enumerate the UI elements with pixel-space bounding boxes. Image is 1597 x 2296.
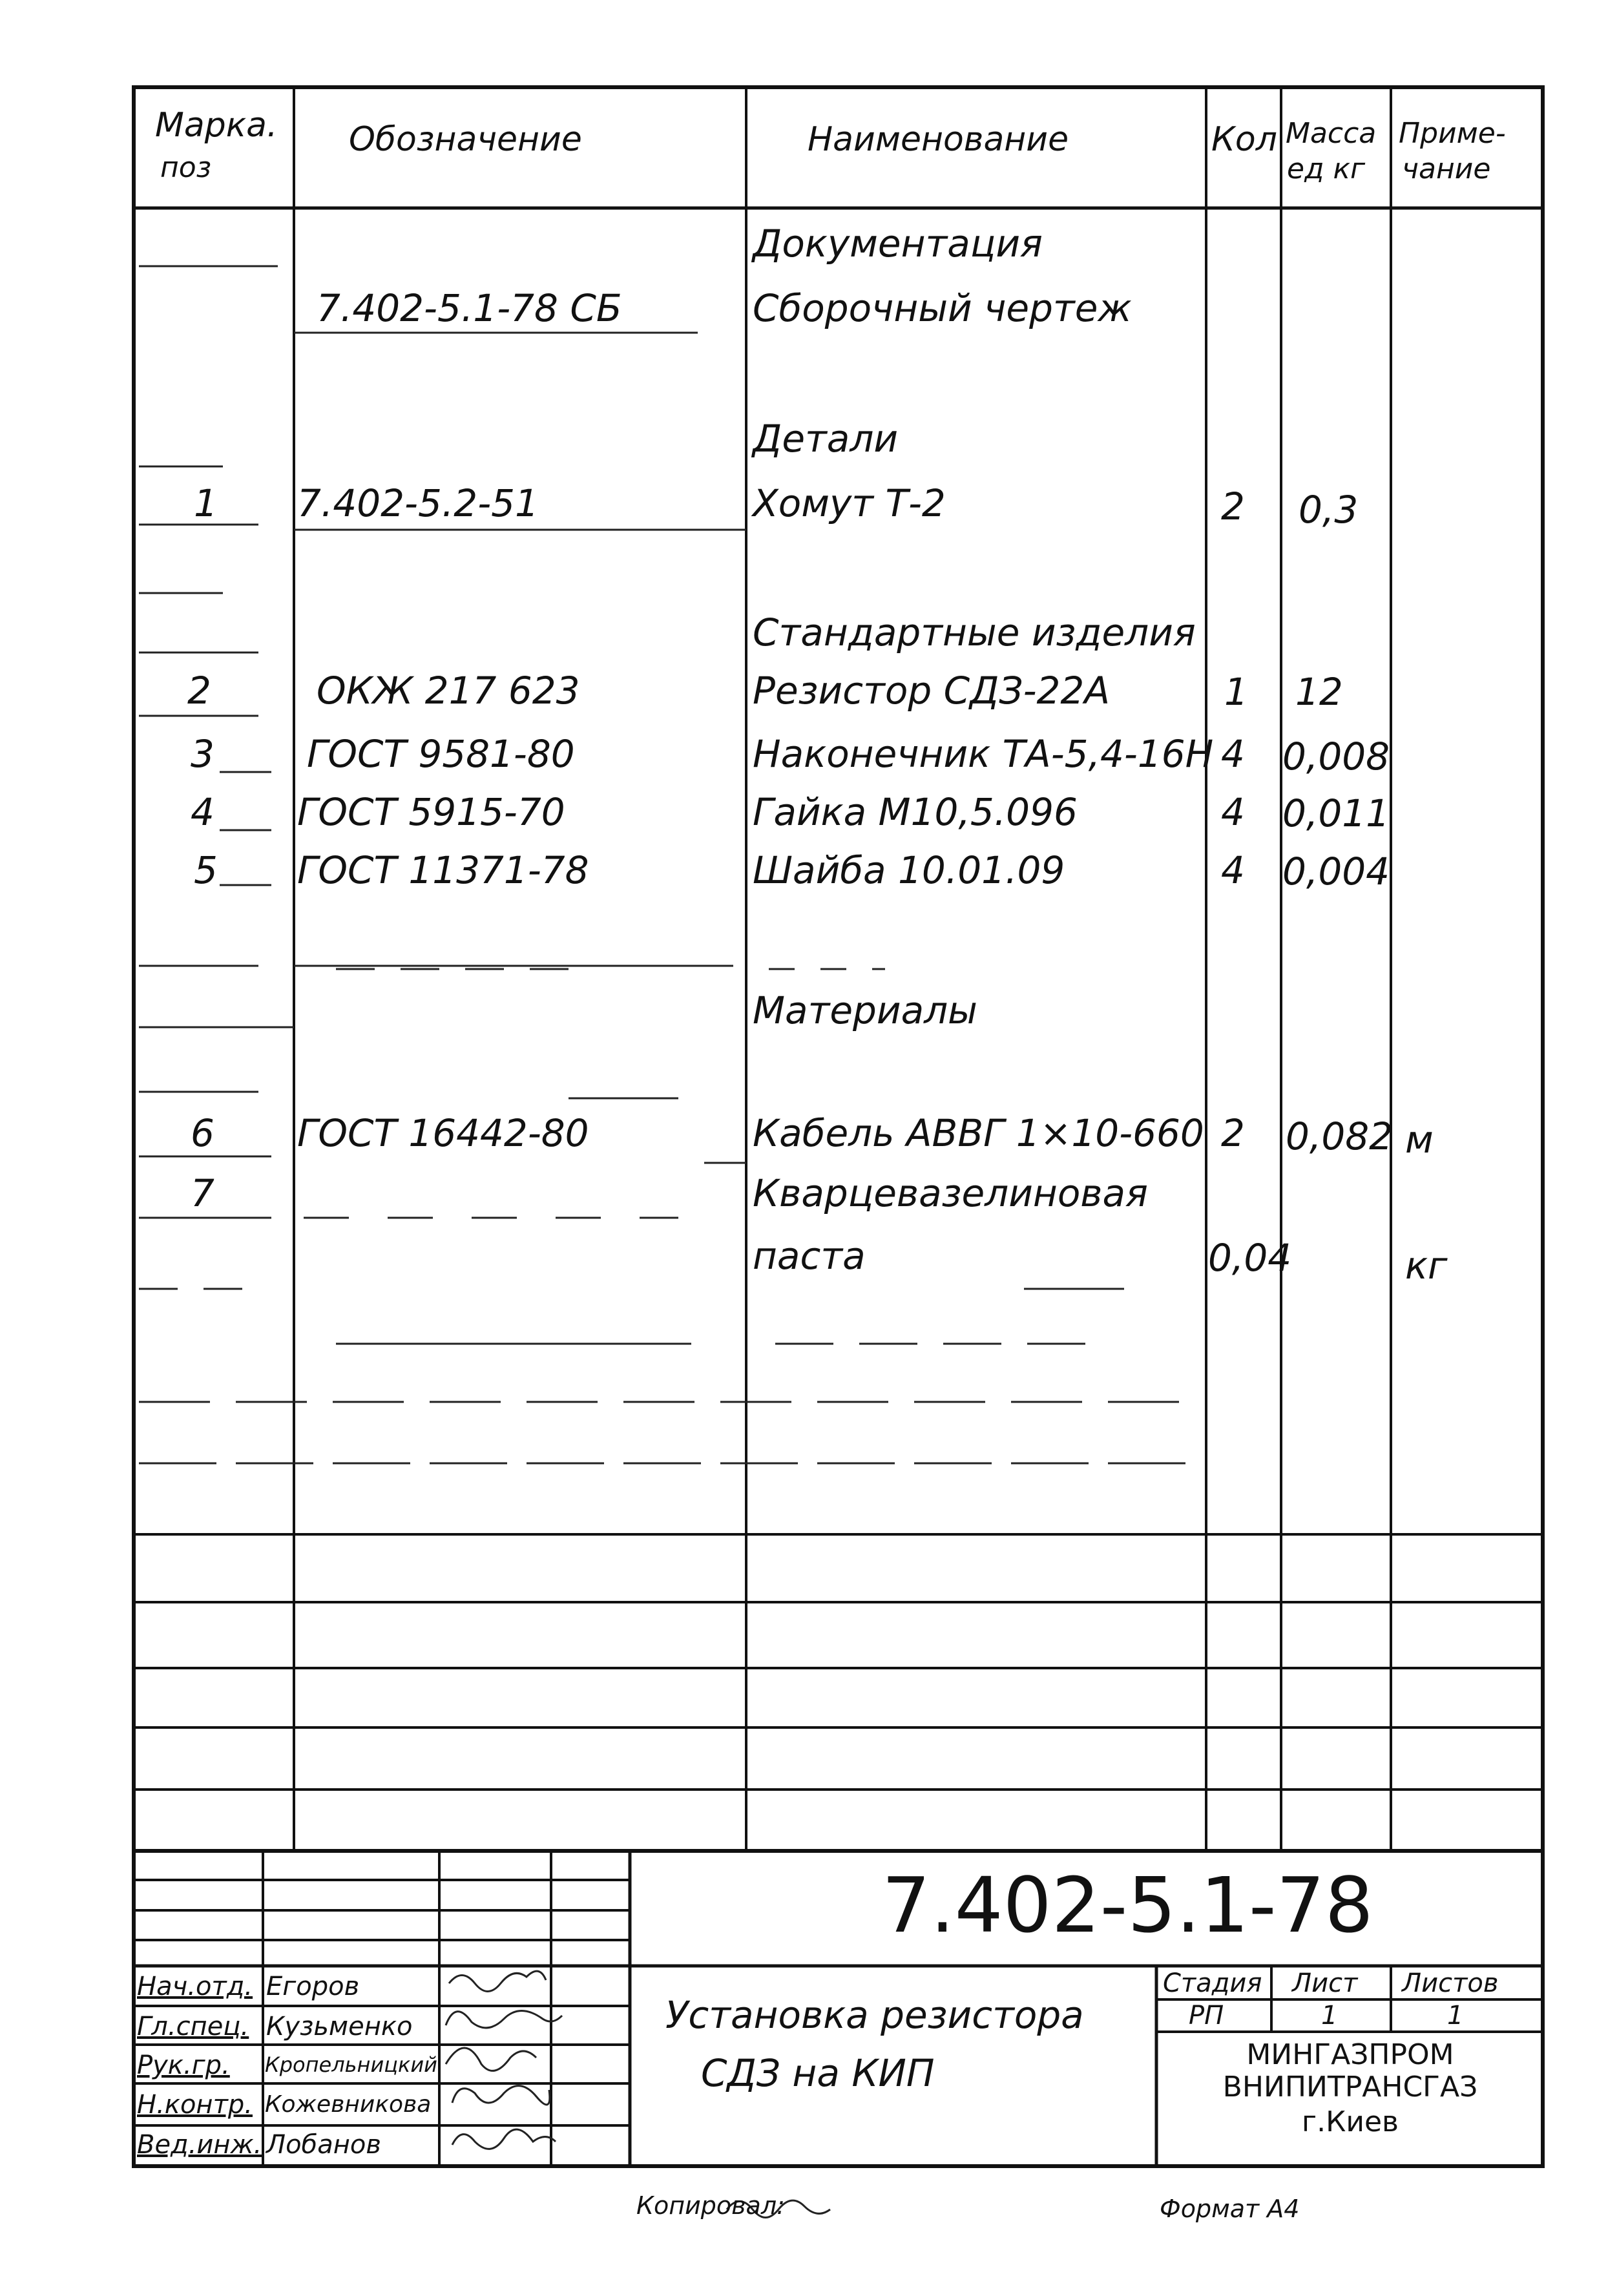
row-qty: 2 [1221,1111,1245,1155]
signatory-role: Гл.спец. [137,2012,249,2041]
row-pos: 1 [194,481,218,525]
header-note-2: чание [1402,152,1491,185]
row-name: Документация [753,222,1043,266]
signatory-role: Вед.инж. [137,2130,262,2160]
header-designation: Обозначение [349,120,582,159]
stage-value: РП [1189,2001,1224,2030]
row-name: Наконечник ТА-5,4-16Н [753,732,1214,776]
signature-kozhevnikova [452,2086,550,2105]
signatory-role: Рук.гр. [137,2051,230,2080]
copied-by-label: Копировал: [636,2191,785,2220]
row-name: Шайба 10.01.09 [753,848,1065,892]
org-institute: ВНИПИТРАНСГАЗ [1222,2071,1478,2103]
row-mass: 0,082 [1286,1114,1393,1158]
row-qty: 4 [1221,790,1245,834]
row-note: кг [1405,1244,1448,1288]
row-name: Кварцевазелиновая [753,1171,1148,1215]
signatory-name: Егоров [266,1972,360,2001]
row-qty: 0,04 [1208,1236,1292,1280]
row-mass: 12 [1295,670,1343,714]
row-pos: 7 [191,1171,214,1215]
header-name: Наименование [808,120,1069,159]
row-designation: 7.402-5.2-51 [297,481,539,525]
sheets-value: 1 [1447,2001,1464,2030]
row-designation: ОКЖ 217 623 [317,669,580,713]
sheet-value: 1 [1321,2001,1338,2030]
row-name: Гайка М10,5.096 [753,790,1078,834]
signatory-name: Лобанов [266,2130,381,2160]
row-qty: 4 [1221,848,1245,892]
signatory-role: Н.контр. [137,2090,253,2120]
signatory-name: Кожевникова [265,2091,432,2118]
org-ministry: МИНГАЗПРОМ [1246,2038,1454,2071]
row-designation: ГОСТ 16442-80 [297,1111,589,1155]
header-qty: Кол [1211,120,1277,159]
row-pos: 3 [191,732,214,776]
header-mark: Марка. [155,106,278,145]
row-designation: ГОСТ 9581-80 [307,732,575,776]
sheet-label: Лист [1292,1968,1358,1998]
signature-egorov [449,1971,546,1991]
row-name: Кабель АВВГ 1×10-660 [753,1111,1204,1155]
row-name: паста [753,1234,866,1278]
row-qty: 2 [1221,485,1245,528]
header-mass-unit: ед кг [1287,152,1366,185]
row-name: Резистор СДЗ-22А [753,669,1111,713]
signatory-role: Нач.отд. [137,1972,253,2001]
row-pos: 4 [191,790,214,834]
row-mass: 0,3 [1299,488,1359,532]
header-pos: поз [160,151,212,184]
row-name: Хомут Т-2 [753,481,946,525]
signatory-name: Кропельницкий [265,2052,437,2077]
row-note: м [1405,1118,1434,1162]
row-pos: 5 [194,848,218,892]
sheets-label: Листов [1402,1968,1499,1998]
drawing-title-line-2: СДЗ на КИП [701,2051,935,2095]
drawing-title-line-1: Установка резистора [665,1993,1084,2037]
signature-lobanov [452,2129,556,2149]
row-designation: 7.402-5.1-78 СБ [317,286,622,330]
row-name: Стандартные изделия [753,611,1196,654]
row-designation: ГОСТ 11371-78 [297,848,589,892]
org-city: г.Киев [1302,2105,1399,2138]
row-mass: 0,011 [1282,791,1390,835]
format-label: Формат А4 [1160,2195,1300,2223]
header-note-1: Приме- [1399,117,1506,150]
signature-kuzmenko [446,2011,562,2028]
row-pos: 2 [187,669,211,713]
signature-kropelnitsky [446,2048,536,2071]
row-qty: 1 [1224,670,1248,714]
row-name: Материалы [753,988,977,1032]
document-code: 7.402-5.1-78 [882,1861,1373,1950]
row-mass: 0,008 [1282,735,1390,778]
row-mass: 0,004 [1282,850,1390,893]
row-name: Сборочный чертеж [753,286,1132,330]
stage-label: Стадия [1163,1968,1262,1998]
row-qty: 4 [1221,732,1245,776]
row-pos: 6 [191,1111,214,1155]
row-name: Детали [753,417,899,461]
row-designation: ГОСТ 5915-70 [297,790,565,834]
header-mass: Масса [1286,117,1377,150]
signatory-name: Кузьменко [266,2012,413,2041]
